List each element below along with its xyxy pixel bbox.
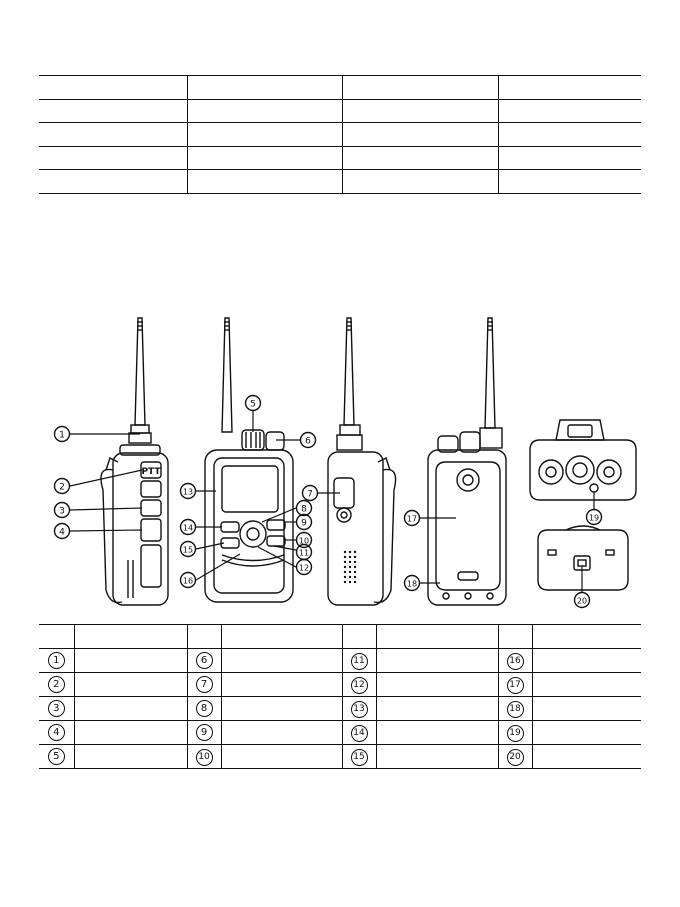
callout-20: 20	[576, 596, 588, 606]
table-cell	[39, 146, 187, 170]
callout-9: 9	[301, 518, 307, 529]
part-name-cell	[74, 745, 187, 769]
part-number-cell	[39, 673, 74, 697]
part-number-cell	[342, 745, 376, 769]
part-name-cell	[221, 697, 342, 721]
part-name-cell	[376, 673, 498, 697]
table-row	[39, 649, 641, 673]
part-number: 13	[351, 701, 368, 718]
table-row	[39, 745, 641, 769]
callout-6: 6	[305, 436, 311, 447]
part-number: 5	[48, 748, 65, 765]
callout-1: 1	[59, 430, 65, 441]
radio-back-view	[428, 318, 506, 605]
top-table	[39, 75, 641, 194]
part-number: 3	[48, 700, 65, 717]
part-number-cell	[39, 721, 74, 745]
callout-numbers	[59, 400, 599, 606]
leader-lines	[70, 411, 594, 592]
callout-18: 18	[406, 579, 418, 589]
part-name-cell	[221, 649, 342, 673]
part-name-cell	[74, 649, 187, 673]
radio-top-detail	[530, 420, 636, 500]
table-cell	[498, 76, 641, 100]
table-row	[39, 673, 641, 697]
part-number-cell	[187, 721, 221, 745]
part-number-cell	[187, 625, 221, 649]
callout-14: 14	[182, 523, 194, 533]
callout-10: 10	[298, 536, 310, 546]
table-row	[39, 123, 641, 147]
part-number-cell	[498, 625, 532, 649]
callout-8: 8	[301, 504, 307, 515]
callout-13: 13	[182, 487, 194, 497]
callout-7: 7	[307, 489, 313, 500]
part-name-cell	[74, 721, 187, 745]
table-cell	[39, 99, 187, 123]
part-name-cell	[376, 697, 498, 721]
part-number-cell	[342, 625, 376, 649]
part-number-cell	[39, 625, 74, 649]
part-number: 1	[48, 652, 65, 669]
part-number: 10	[196, 749, 213, 766]
part-number-cell	[498, 745, 532, 769]
table-cell	[39, 123, 187, 147]
part-number-cell	[342, 673, 376, 697]
part-number: 17	[507, 677, 524, 694]
radio-side-view-left	[101, 318, 168, 605]
part-number-cell	[187, 673, 221, 697]
table-cell	[342, 170, 498, 194]
callout-2: 2	[59, 482, 65, 493]
table-cell	[498, 146, 641, 170]
callout-15: 15	[182, 545, 194, 555]
callout-11: 11	[298, 548, 310, 558]
part-number: 20	[507, 749, 524, 766]
table-cell	[342, 99, 498, 123]
table-cell	[498, 170, 641, 194]
callout-19: 19	[588, 513, 600, 523]
table-row	[39, 721, 641, 745]
part-number-cell	[498, 697, 532, 721]
part-name-cell	[532, 697, 641, 721]
table-cell	[498, 123, 641, 147]
part-number: 15	[351, 749, 368, 766]
part-name-cell	[74, 673, 187, 697]
callout-12: 12	[298, 563, 310, 573]
ptt-label: PTT	[141, 467, 161, 477]
part-name-cell	[221, 721, 342, 745]
part-number: 6	[196, 652, 213, 669]
radio-bottom-detail	[538, 526, 628, 590]
part-number-cell	[39, 745, 74, 769]
table-cell	[187, 76, 342, 100]
part-number-cell	[39, 649, 74, 673]
table-cell	[187, 170, 342, 194]
table-row	[39, 697, 641, 721]
callout-5: 5	[250, 399, 256, 410]
callout-17: 17	[406, 514, 418, 524]
part-number-cell	[498, 649, 532, 673]
part-name-cell	[376, 745, 498, 769]
callout-4: 4	[59, 527, 65, 538]
part-name-cell	[376, 721, 498, 745]
table-cell	[39, 170, 187, 194]
part-number-cell	[342, 649, 376, 673]
radio-parts-diagram	[0, 300, 680, 620]
part-name-cell	[74, 625, 187, 649]
part-name-cell	[74, 697, 187, 721]
part-name-cell	[532, 649, 641, 673]
part-number: 8	[196, 700, 213, 717]
part-number-cell	[187, 697, 221, 721]
part-name-cell	[221, 745, 342, 769]
part-name-cell	[532, 625, 641, 649]
part-number: 12	[351, 677, 368, 694]
part-name-cell	[532, 745, 641, 769]
part-number-cell	[187, 745, 221, 769]
part-number: 16	[507, 653, 524, 670]
part-number-cell	[498, 673, 532, 697]
part-name-cell	[376, 649, 498, 673]
table-cell	[342, 123, 498, 147]
part-number-cell	[498, 721, 532, 745]
part-name-cell	[376, 625, 498, 649]
part-number-cell	[187, 649, 221, 673]
table-row	[39, 625, 641, 649]
part-number: 2	[48, 676, 65, 693]
table-cell	[187, 99, 342, 123]
table-cell	[342, 76, 498, 100]
part-number: 18	[507, 701, 524, 718]
part-number-cell	[39, 697, 74, 721]
table-row	[39, 76, 641, 100]
callout-16: 16	[182, 576, 194, 586]
part-number: 9	[196, 724, 213, 741]
part-number: 19	[507, 725, 524, 742]
part-name-cell	[221, 625, 342, 649]
radio-front-view	[205, 318, 293, 602]
table-row	[39, 99, 641, 123]
part-number-cell	[342, 721, 376, 745]
part-number: 14	[351, 725, 368, 742]
table-row	[39, 146, 641, 170]
parts-legend-table	[39, 624, 641, 769]
table-cell	[342, 146, 498, 170]
part-name-cell	[532, 721, 641, 745]
part-name-cell	[221, 673, 342, 697]
part-number: 7	[196, 676, 213, 693]
table-cell	[498, 99, 641, 123]
part-name-cell	[532, 673, 641, 697]
table-row	[39, 170, 641, 194]
radio-side-view-right	[328, 318, 396, 605]
part-number-cell	[342, 697, 376, 721]
callout-3: 3	[59, 506, 65, 517]
table-cell	[187, 146, 342, 170]
part-number: 11	[351, 653, 368, 670]
table-cell	[39, 76, 187, 100]
part-number: 4	[48, 724, 65, 741]
table-cell	[187, 123, 342, 147]
